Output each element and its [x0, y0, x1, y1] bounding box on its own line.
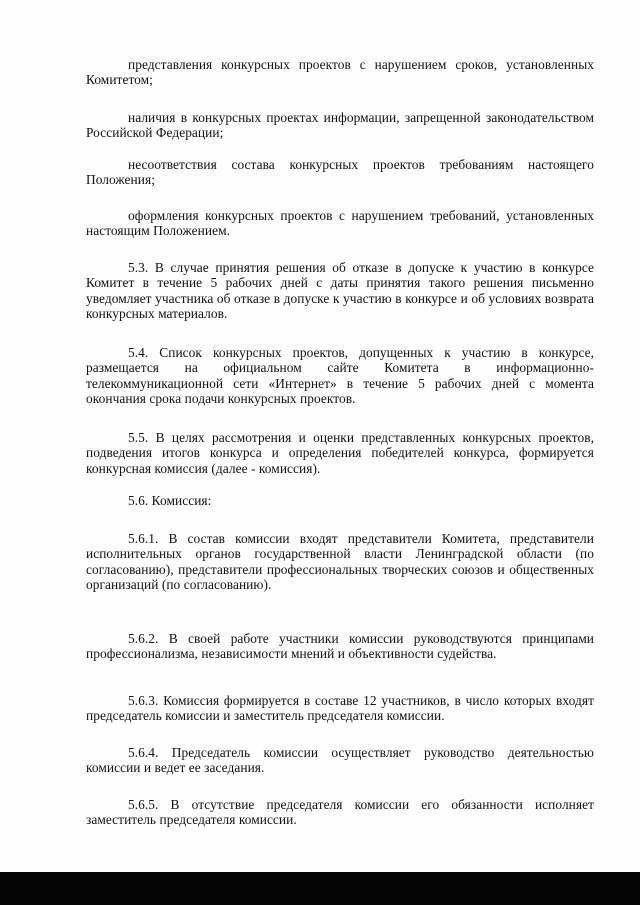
paragraph-prohibited-information: наличия в конкурсных проектах информации, запрещенной законодательством Российской Федерации;: [86, 110, 594, 141]
paragraph-5-6: 5.6. Комиссия:: [128, 493, 212, 508]
paragraph-formatting-violation: оформления конкурсных проектов с нарушением требований, установленных настоящим Положением.: [86, 208, 594, 239]
paragraph-deadline-violation: представления конкурсных проектов с нарушением сроков, установленных Комитетом;: [86, 57, 594, 88]
paragraph-5-5: 5.5. В целях рассмотрения и оценки представленных конкурсных проектов, подведения итогов конкурса и определения победителей конкурса, формируется конкурсная комиссия (далее - комиссия).: [86, 430, 594, 476]
scan-bottom-edge: [0, 872, 640, 905]
paragraph-5-6-2: 5.6.2. В своей работе участники комиссии руководствуются принципами профессионализма, независимости мнений и объективности судейства.: [86, 631, 594, 662]
paragraph-5-3: 5.3. В случае принятия решения об отказе в допуске к участию в конкурсе Комитет в течение 5 рабочих дней с даты принятия такого решения письменно уведомляет участника об отказе в допуске к участию в конкурсе и об условиях возврата конкурсных материалов.: [86, 260, 594, 322]
paragraph-5-6-3: 5.6.3. Комиссия формируется в составе 12 участников, в число которых входят председатель комиссии и заместитель председателя комиссии.: [86, 693, 594, 724]
paragraph-5-6-4: 5.6.4. Председатель комиссии осуществляет руководство деятельностью комиссии и ведет ее заседания.: [86, 745, 594, 776]
paragraph-composition-mismatch: несоответствия состава конкурсных проектов требованиям настоящего Положения;: [86, 157, 594, 188]
paragraph-5-6-5: 5.6.5. В отсутствие председателя комиссии его обязанности исполняет заместитель председателя комиссии.: [86, 797, 594, 828]
paragraph-5-6-1: 5.6.1. В состав комиссии входят представители Комитета, представители исполнительных органов государственной власти Ленинградской области (по согласованию), представители профессиональных творческих союзов и общественных организаций (по согласованию).: [86, 531, 594, 593]
paragraph-5-4: 5.4. Список конкурсных проектов, допущенных к участию в конкурсе, размещается на официальном сайте Комитета в информационно-телекоммуникационной сети «Интернет» в течение 5 рабочих дней с момента окончания срока подачи конкурсных проектов.: [86, 345, 594, 407]
